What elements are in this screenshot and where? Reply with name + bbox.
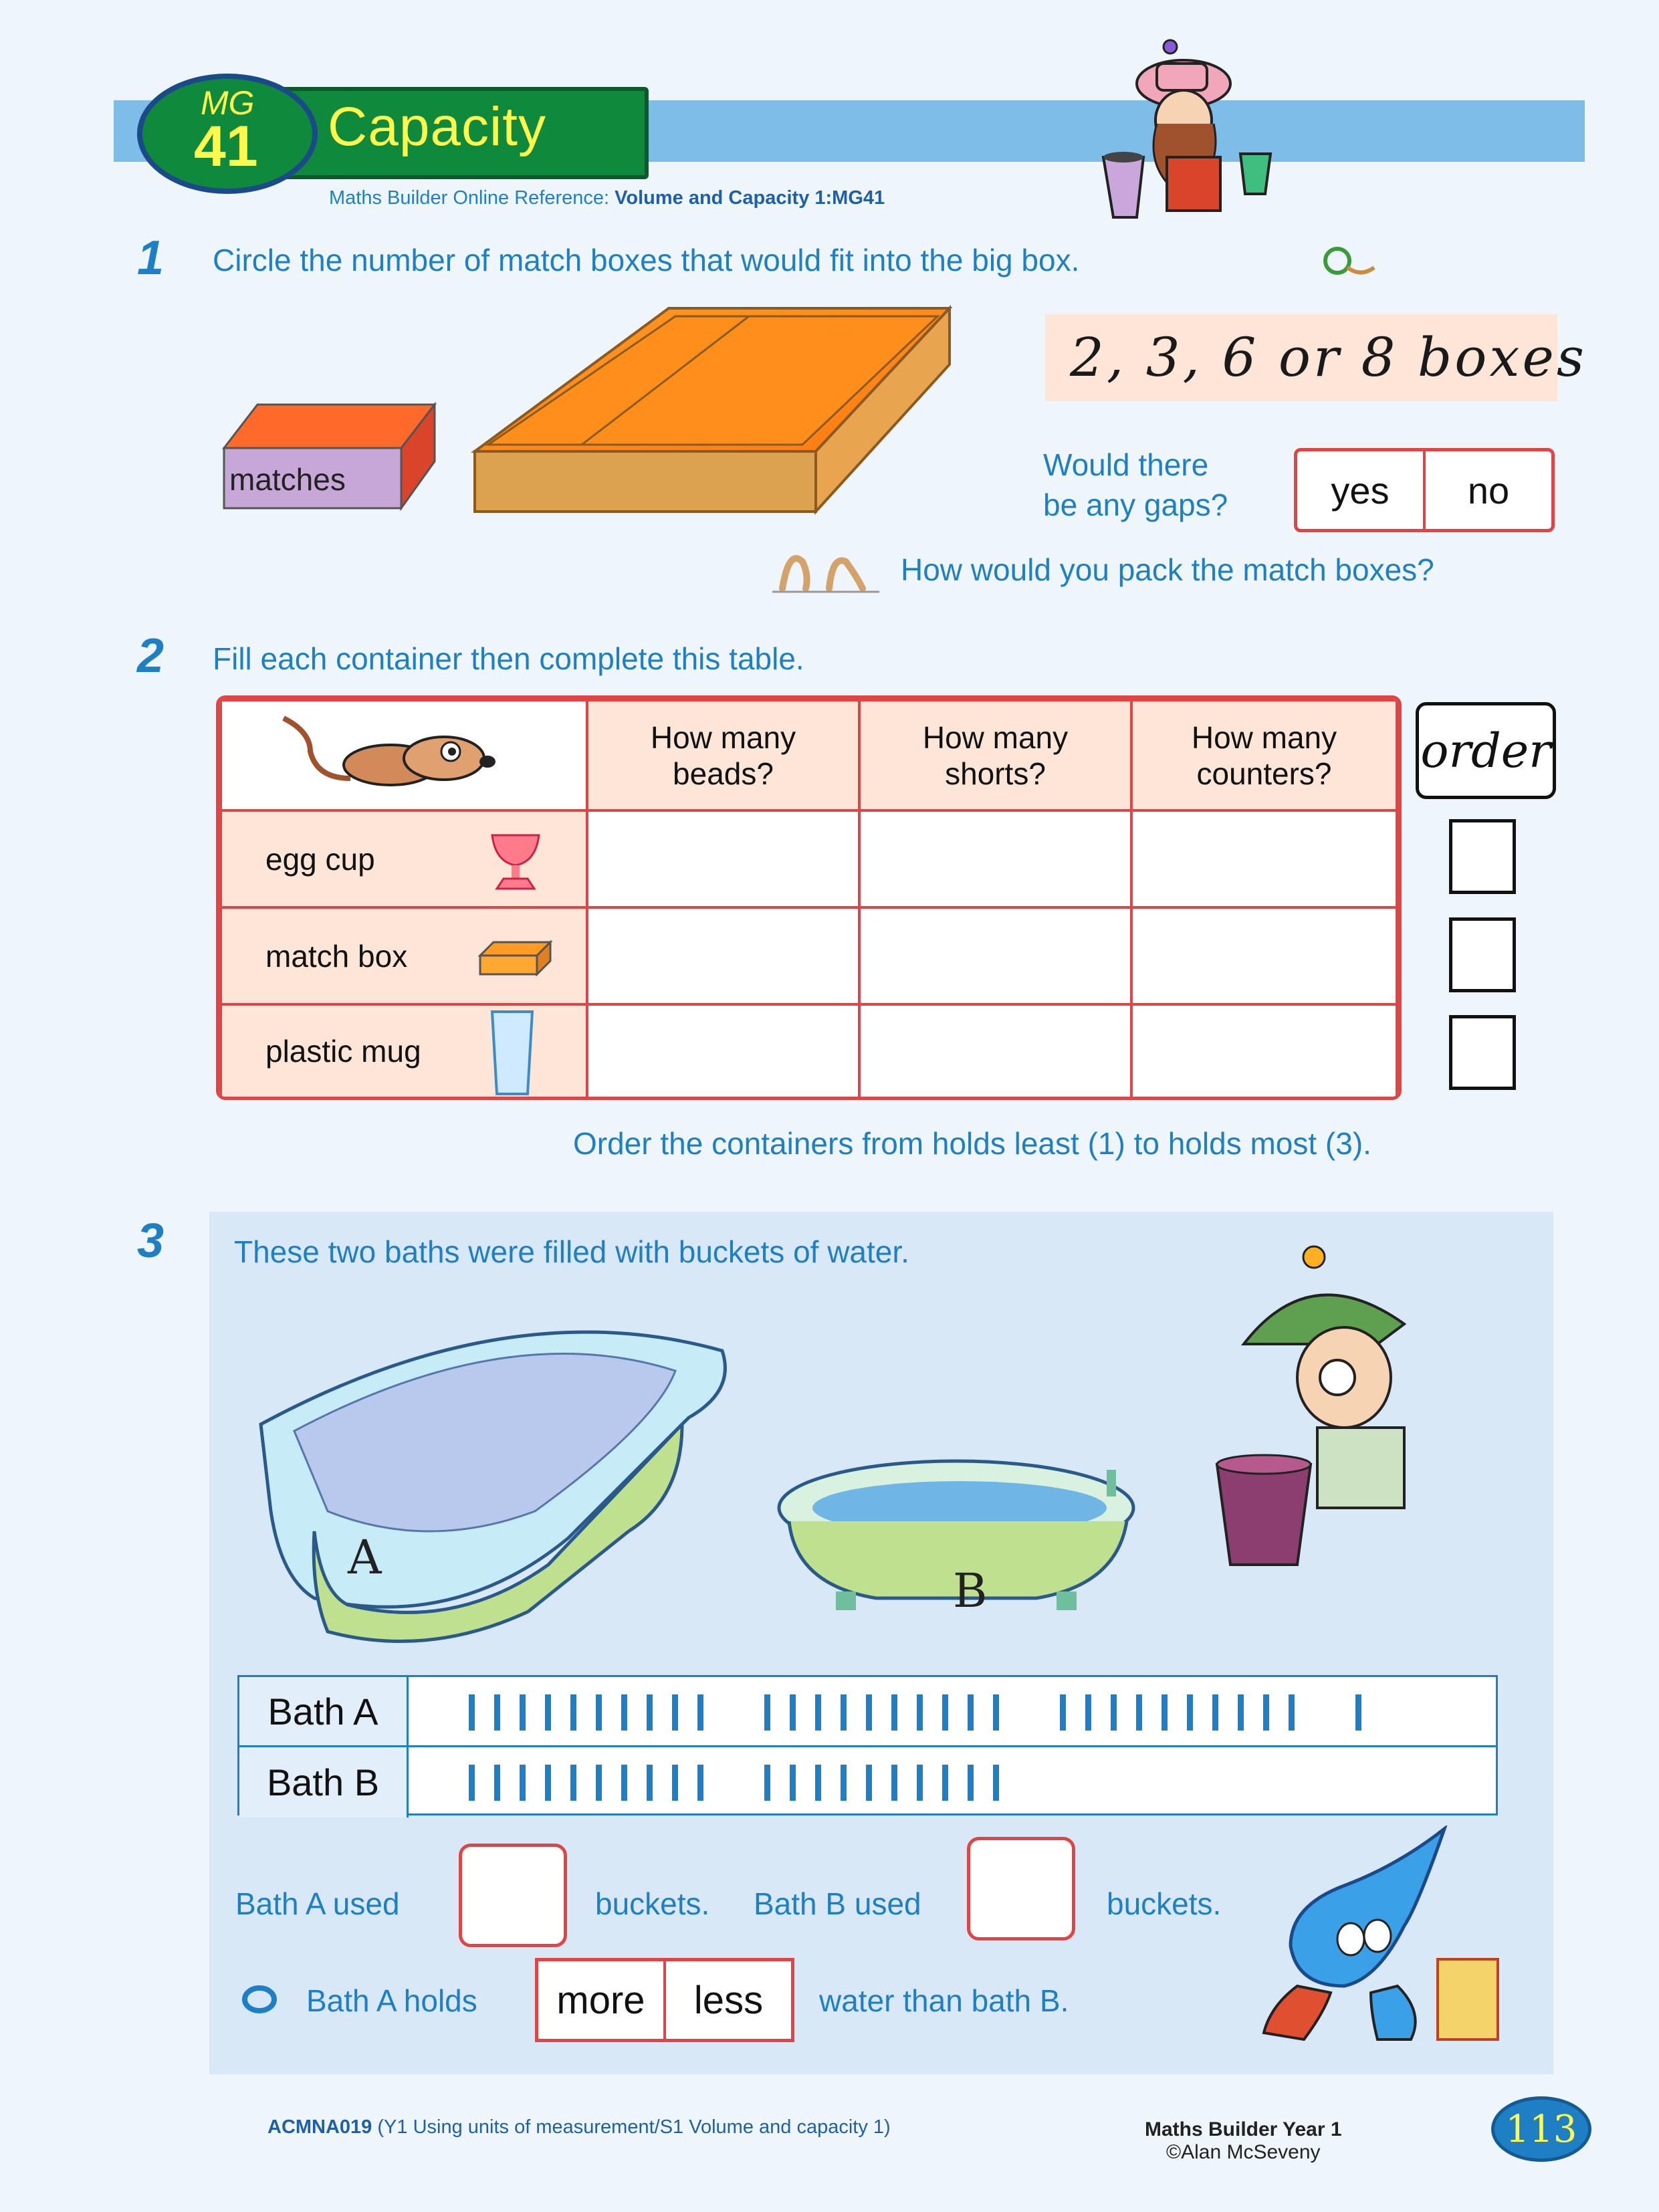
- order-box-egg-cup[interactable]: [1449, 819, 1516, 894]
- yes-option[interactable]: yes: [1297, 451, 1426, 529]
- tally-mark: [520, 1765, 526, 1801]
- tally-mark: [917, 1765, 923, 1801]
- order-box-plastic-mug[interactable]: [1449, 1015, 1516, 1090]
- bath-b-used-label: Bath B used: [754, 1886, 921, 1921]
- column-shorts-line1: How many: [922, 720, 1069, 755]
- tally-mark: [942, 1765, 948, 1801]
- water-drop-character-illustration: [1244, 1826, 1525, 2053]
- more-option[interactable]: more: [538, 1961, 666, 2039]
- column-shorts: [859, 700, 1131, 810]
- egg-cup-icon: [489, 832, 542, 892]
- order-box-match-box[interactable]: [1449, 917, 1516, 992]
- tally-mark: [621, 1694, 627, 1731]
- bath-a-used-label: Bath A used: [235, 1886, 400, 1921]
- no-option[interactable]: no: [1467, 469, 1510, 512]
- tally-marks-bath-b: [409, 1747, 1496, 1817]
- row-label-match-box: [221, 907, 587, 1004]
- holds-suffix: water than bath B.: [819, 1983, 1069, 2018]
- question-number-3: 3: [137, 1214, 164, 1268]
- tally-mark: [1263, 1694, 1269, 1731]
- tally-label-bath-b: Bath B: [239, 1747, 409, 1817]
- ref-label: Maths Builder Online Reference:: [329, 187, 610, 209]
- ref-value: Volume and Capacity 1:MG41: [615, 187, 885, 209]
- tally-mark: [942, 1694, 948, 1731]
- table-row: [221, 810, 1397, 907]
- matches-label: matches: [229, 462, 346, 497]
- cell-egg-cup-shorts[interactable]: [859, 810, 1131, 907]
- curriculum-code: [267, 2116, 891, 2138]
- tally-marks-bath-a: [409, 1677, 1496, 1745]
- tally-mark: [596, 1694, 602, 1731]
- tally-mark: [596, 1765, 602, 1801]
- tally-mark: [647, 1765, 653, 1801]
- capacity-table: [216, 695, 1402, 1100]
- tally-mark: [1111, 1694, 1117, 1731]
- plastic-mug-icon: [489, 1008, 536, 1099]
- tally-mark: [520, 1694, 526, 1731]
- table-row: [221, 1004, 1397, 1098]
- egg-cup-label: egg cup: [265, 841, 375, 877]
- holds-prefix: Bath A holds: [306, 1983, 477, 2018]
- table-row: [221, 907, 1397, 1004]
- question-number-1: 1: [137, 231, 164, 285]
- cell-match-box-counters[interactable]: [1131, 907, 1397, 1004]
- tally-mark: [1085, 1694, 1091, 1731]
- tally-mark: [841, 1694, 847, 1731]
- more-less-choice: [535, 1958, 794, 2042]
- tally-mark: [917, 1694, 923, 1731]
- tally-mark: [1289, 1694, 1295, 1731]
- bath-a-buckets-answer[interactable]: [459, 1844, 567, 1947]
- tally-mark: [968, 1694, 974, 1731]
- tally-mark: [993, 1765, 999, 1801]
- q2-prompt: Fill each container then complete this table.: [213, 641, 804, 676]
- column-shorts-line2: shorts?: [945, 756, 1046, 791]
- tally-mark: [1355, 1694, 1361, 1731]
- tally-mark: [672, 1765, 678, 1801]
- tally-mark: [469, 1694, 475, 1731]
- curriculum-code-desc: (Y1 Using units of measurement/S1 Volume and capacity 1): [377, 2116, 891, 2138]
- worm-icon: [1317, 237, 1377, 284]
- box-count-choices[interactable]: 2, 3, 6 or 8 boxes: [1070, 326, 1587, 389]
- tally-mark: [891, 1765, 897, 1801]
- tally-mark: [469, 1765, 475, 1801]
- order-instruction: Order the containers from holds least (1) to holds most (3).: [573, 1126, 1371, 1161]
- column-beads-line2: beads?: [673, 756, 774, 791]
- tally-label-bath-a: Bath A: [239, 1677, 409, 1745]
- gaps-question-line2: be any gaps?: [1043, 487, 1228, 522]
- tally-mark: [815, 1694, 821, 1731]
- tally-mark: [764, 1694, 770, 1731]
- question-number-2: 2: [137, 629, 164, 683]
- copyright: ©Alan McSeveny: [1166, 2141, 1321, 2163]
- tally-mark: [968, 1765, 974, 1801]
- bath-b-letter: B: [953, 1563, 988, 1618]
- tally-mark: [764, 1765, 770, 1801]
- bucket-tally-chart: [237, 1675, 1498, 1815]
- column-beads: [587, 700, 859, 810]
- tally-mark: [570, 1694, 576, 1731]
- tally-row-bath-a: [239, 1677, 1496, 1747]
- tally-mark: [1136, 1694, 1142, 1731]
- badge-number: 41: [194, 114, 258, 179]
- q3-prompt: These two baths were filled with buckets of water.: [234, 1234, 909, 1269]
- buckets-label-1: buckets.: [595, 1886, 710, 1921]
- tally-mark: [545, 1765, 551, 1801]
- yes-no-choice: [1294, 448, 1555, 532]
- tally-mark: [993, 1694, 999, 1731]
- tally-mark: [1162, 1694, 1168, 1731]
- tally-mark: [790, 1765, 796, 1801]
- gaps-question-line1: Would there: [1043, 447, 1209, 482]
- match-box-icon: [477, 939, 554, 979]
- tally-mark: [672, 1694, 678, 1731]
- row-label-plastic-mug: [221, 1004, 587, 1098]
- mouse-illustration: [270, 705, 538, 798]
- column-beads-line1: How many: [650, 720, 796, 755]
- pack-question: How would you pack the match boxes?: [901, 552, 1434, 587]
- online-reference: [329, 187, 885, 209]
- badge-prefix: MG: [201, 84, 255, 122]
- tally-mark: [790, 1694, 796, 1731]
- circle-bullet-icon: [239, 1983, 280, 2016]
- less-option[interactable]: less: [693, 1978, 764, 2022]
- worms-icon: [769, 535, 883, 595]
- column-counters-line1: How many: [1191, 720, 1337, 755]
- match-box-label: match box: [265, 938, 408, 974]
- tally-mark: [570, 1765, 576, 1801]
- tally-mark: [891, 1694, 897, 1731]
- cell-plastic-mug-shorts[interactable]: [859, 1004, 1131, 1098]
- tally-mark: [697, 1694, 703, 1731]
- tally-mark: [1212, 1694, 1218, 1731]
- cell-egg-cup-beads[interactable]: [587, 810, 859, 907]
- bath-a-illustration: [254, 1311, 736, 1665]
- q1-prompt: Circle the number of match boxes that would fit into the big box.: [213, 243, 1080, 278]
- page-number: 113: [1491, 2096, 1591, 2162]
- curriculum-code-id: ACMNA019: [267, 2116, 372, 2138]
- tally-mark: [494, 1694, 500, 1731]
- column-counters: [1131, 700, 1397, 810]
- column-counters-line2: counters?: [1196, 756, 1332, 791]
- tally-mark: [1238, 1694, 1244, 1731]
- book-title: Maths Builder Year 1: [1145, 2118, 1342, 2140]
- cell-egg-cup-counters[interactable]: [1131, 810, 1397, 907]
- bath-b-buckets-answer[interactable]: [967, 1837, 1075, 1941]
- tally-mark: [866, 1694, 872, 1731]
- row-label-egg-cup: [221, 810, 587, 907]
- tally-mark: [815, 1765, 821, 1801]
- plastic-mug-label: plastic mug: [265, 1034, 421, 1069]
- tally-mark: [841, 1765, 847, 1801]
- mouse-illustration-cell: [221, 700, 587, 810]
- cell-match-box-beads[interactable]: [587, 907, 859, 1004]
- cell-match-box-shorts[interactable]: [859, 907, 1131, 1004]
- pouring-character-illustration: [1083, 37, 1304, 231]
- tally-mark: [647, 1694, 653, 1731]
- bath-a-letter: A: [348, 1530, 382, 1585]
- page-title: Capacity: [328, 96, 547, 157]
- cell-plastic-mug-beads[interactable]: [587, 1004, 859, 1098]
- tally-mark: [1060, 1694, 1066, 1731]
- cell-plastic-mug-counters[interactable]: [1131, 1004, 1397, 1098]
- tally-mark: [866, 1765, 872, 1801]
- tally-mark: [621, 1765, 627, 1801]
- tally-mark: [494, 1765, 500, 1801]
- book-credit: [1145, 2118, 1342, 2164]
- tally-mark: [1187, 1694, 1193, 1731]
- buckets-label-2: buckets.: [1107, 1886, 1222, 1921]
- tally-mark: [545, 1694, 551, 1731]
- tally-row-bath-b: [239, 1747, 1496, 1817]
- tally-mark: [697, 1765, 703, 1801]
- bucket-character-illustration: [1204, 1244, 1431, 1591]
- order-heading: order: [1416, 702, 1556, 799]
